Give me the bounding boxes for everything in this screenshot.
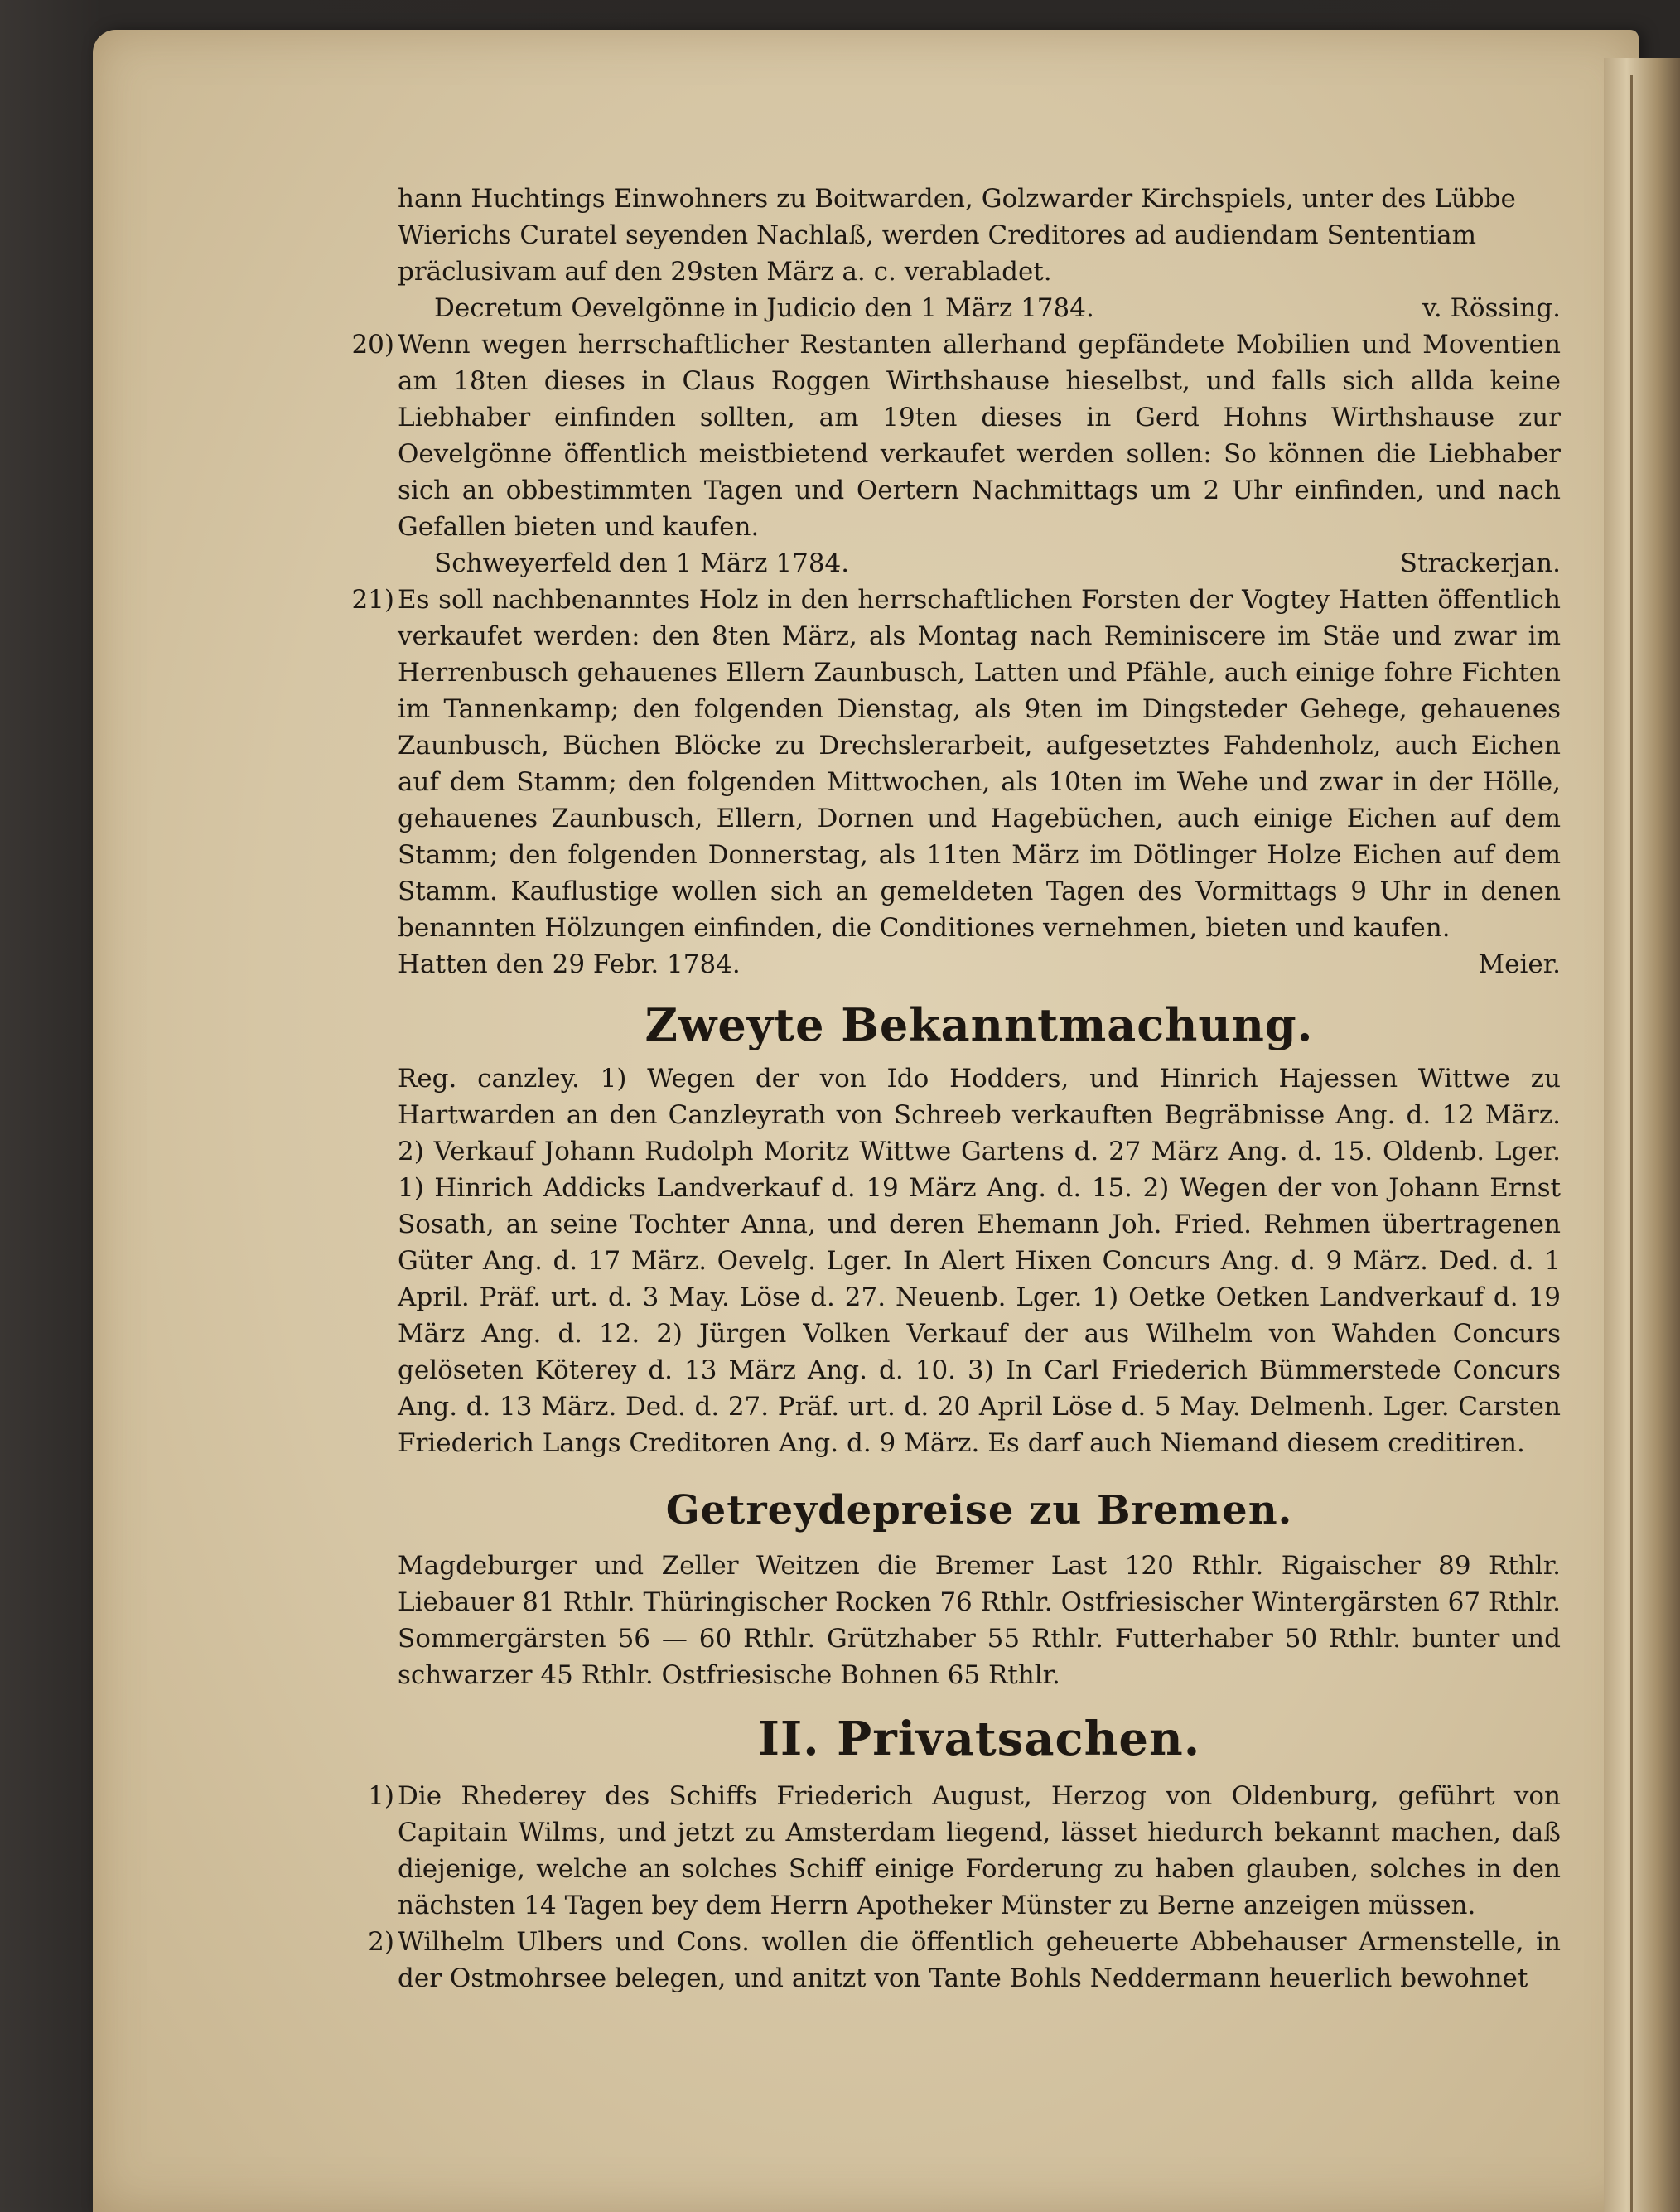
section-heading-second-announcement: Zweyte Bekanntmachung.: [644, 998, 1314, 1051]
item-number: 20): [351, 330, 394, 360]
signature-place-date: Hatten den 29 Febr. 1784.: [398, 949, 741, 979]
private-item-2: [368, 1924, 1561, 1997]
item-number: 21): [351, 585, 394, 615]
notice-item-20: [351, 326, 1561, 545]
item-number: 1): [368, 1781, 394, 1811]
private-item-1: [368, 1778, 1561, 1924]
text-line: präclusivam auf den 29sten März a. c. verabladet.: [398, 257, 1052, 287]
signature-line: [398, 290, 1561, 326]
item-number: 2): [368, 1927, 394, 1957]
text-line: Wierichs Curatel seyenden Nachlaß, werden Creditores ad audiendam Sententiam: [398, 220, 1477, 250]
page-fold-line: [1630, 75, 1633, 2212]
item-text: Die Rhederey des Schiffs Friederich August, Herzog von Oldenburg, geführt von Capitain Wilms, und jetzt zu Amsterdam liegend, lässet hiedurch bekannt machen, daß diejenige, welche an solches Schiff einige Forderung zu haben glauben, solches in den nächsten 14 Tagen bey dem Herrn Apotheker Münster zu Berne anzeigen müssen.: [398, 1781, 1561, 1920]
notice-item-21: [351, 582, 1561, 946]
item-text: Es soll nachbenanntes Holz in den herrschaftlichen Forsten der Vogtey Hatten öffentlich verkaufet werden: den 8ten März, als Montag nach Reminiscere im Stäe und zwar im Herrenbusch gehauenes Ellern Zaunbusch, Latten und Pfähle, auch einige fohre Fichten im Tannenkamp; den folgenden Dienstag, als 9ten im Dingsteder Gehege, gehauenes Zaunbusch, Büchen Blöcke zu Drechslerarbeit, aufgesetztes Fahdenholz, auch Eichen auf dem Stamm; den folgenden Mittwochen, als 10ten im Wehe und zwar in der Hölle, gehauenes Zaunbusch, Ellern, Dornen und Hagebüchen, auch einige Eichen auf dem Stamm; den folgenden Donnerstag, als 11ten März im Dötlinger Holze Eichen auf dem Stamm. Kauflustige wollen sich an gemeldeten Tagen des Vormittags 9 Uhr in denen benannten Hölzungen einfinden, die Conditiones vernehmen, bieten und kaufen.: [398, 585, 1561, 943]
signature-place-date: Schweyerfeld den 1 März 1784.: [434, 548, 850, 578]
item-text: Wenn wegen herrschaftlicher Restanten allerhand gepfändete Mobilien und Moventien am 18ten dieses in Claus Roggen Wirthshause hieselbst, und falls sich allda keine Liebhaber einfinden sollten, am 19ten dieses in Gerd Hohns Wirthshause zur Oevelgönne öffentlich meistbietend verkaufet werden sollen: So können die Liebhaber sich an obbestimmten Tagen und Oertern Nachmittags um 2 Uhr einfinden, und nach Gefallen bieten und kaufen.: [398, 330, 1561, 542]
continuation-paragraph: [398, 181, 1561, 290]
text-line: hann Huchtings Einwohners zu Boitwarden, Golzwarder Kirchspiels, unter des Lübbe: [398, 184, 1516, 214]
decree-date: Decretum Oevelgönne in Judicio den 1 März 1784.: [434, 293, 1094, 323]
signature-line: [398, 946, 1561, 983]
signatory: v. Rössing.: [1422, 293, 1561, 323]
grain-prices-text: Magdeburger und Zeller Weitzen die Bremer Last 120 Rthlr. Rigaischer 89 Rthlr. Liebauer 81 Rthlr. Thüringischer Rocken 76 Rthlr. Ostfriesischer Wintergärsten 67 Rthlr. Sommergärsten 56 — 60 Rthlr. Grützhaber 55 Rthlr. Futterhaber 50 Rthlr. bunter und schwarzer 45 Rthlr. Ostfriesische Bohnen 65 Rthlr.: [398, 1551, 1561, 1690]
signatory: Meier.: [1478, 949, 1561, 979]
signature-line: [398, 545, 1561, 582]
item-text: Wilhelm Ulbers und Cons. wollen die öffentlich geheuerte Abbehauser Armenstelle, in der Ostmohrsee belegen, und anitzt von Tante Bohls Neddermann heuerlich bewohnet: [398, 1927, 1561, 1993]
page-text: [351, 181, 1561, 1997]
section-heading-grain-prices: Getreydepreise zu Bremen.: [665, 1487, 1293, 1533]
section-heading-private-matters: II. Privatsachen.: [757, 1712, 1201, 1766]
second-announcement-text: Reg. canzley. 1) Wegen der von Ido Hodders, und Hinrich Hajessen Wittwe zu Hartwarden an den Canzleyrath von Schreeb verkauften Begräbnisse Ang. d. 12 März. 2) Verkauf Johann Rudolph Moritz Wittwe Gartens d. 27 März Ang. d. 15. Oldenb. Lger. 1) Hinrich Addicks Landverkauf d. 19 März Ang. d. 15. 2) Wegen der von Johann Ernst Sosath, an seine Tochter Anna, und deren Ehemann Joh. Fried. Rehmen übertragenen Güter Ang. d. 17 März. Oevelg. Lger. In Alert Hixen Concurs Ang. d. 9 März. Ded. d. 1 April. Präf. urt. d. 3 May. Löse d. 27. Neuenb. Lger. 1) Oetke Oetken Landverkauf d. 19 März Ang. d. 12. 2) Jürgen Volken Verkauf der aus Wilhelm von Wahden Concurs gelöseten Köterey d. 13 März Ang. d. 10. 3) In Carl Friederich Bümmerstede Concurs Ang. d. 13 März. Ded. d. 27. Präf. urt. d. 20 April Löse d. 5 May. Delmenh. Lger. Carsten Friederich Langs Creditoren Ang. d. 9 März. Es darf auch Niemand diesem creditiren.: [398, 1064, 1561, 1458]
signatory: Strackerjan.: [1399, 548, 1561, 578]
book-spine-edge: [1604, 58, 1680, 2212]
